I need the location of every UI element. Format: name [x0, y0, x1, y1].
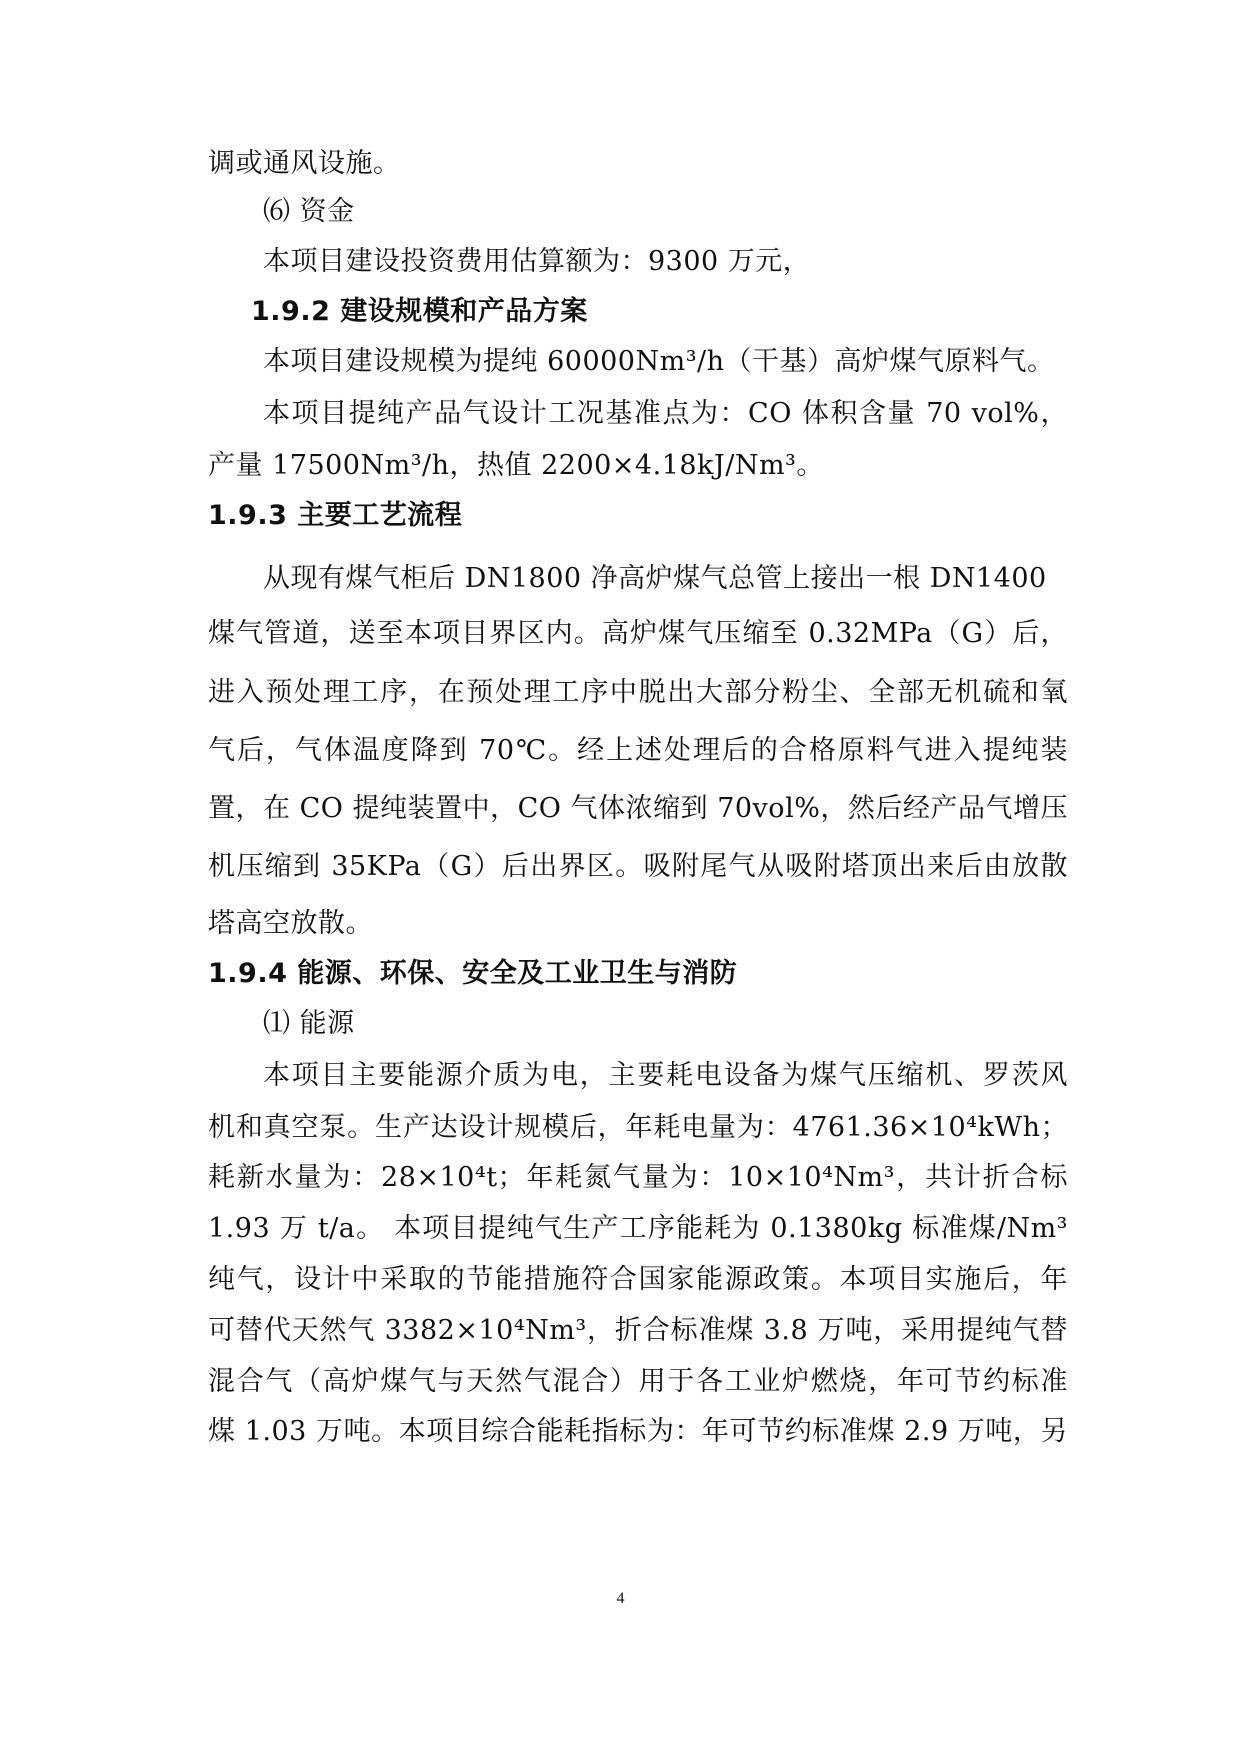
text-line: 进入预处理工序，在预处理工序中脱出大部分粉尘、全部无机硫和氧: [208, 677, 1068, 708]
text-line: 机和真空泵。生产达设计规模后，年耗电量为：4761.36×10⁴kWh；: [208, 1112, 1068, 1143]
list-item-funds: ⑹ 资金: [263, 196, 355, 227]
text-line: 产量 17500Nm³/h，热值 2200×4.18kJ/Nm³。: [208, 450, 824, 481]
text-line: 本项目建设投资费用估算额为：9300 万元，: [263, 246, 811, 277]
text-line: 置，在 CO 提纯装置中，CO 气体浓缩到 70vol%，然后经产品气增压: [208, 793, 1068, 824]
text-line: 煤气管道，送至本项目界区内。高炉煤气压缩至 0.32MPa（G）后，: [208, 618, 1068, 649]
text-line: 机压缩到 35KPa（G）后出界区。吸附尾气从吸附塔顶出来后由放散: [208, 851, 1068, 882]
text-line: 本项目主要能源介质为电，主要耗电设备为煤气压缩机、罗茨风: [263, 1060, 1068, 1091]
text-line: 纯气，设计中采取的节能措施符合国家能源政策。本项目实施后，年: [208, 1264, 1068, 1295]
text-line: 混合气（高炉煤气与天然气混合）用于各工业炉燃烧，年可节约标准: [208, 1366, 1068, 1397]
text-line: 气后，气体温度降到 70℃。经上述处理后的合格原料气进入提纯装: [208, 735, 1068, 766]
text-line: 1.93 万 t/a。 本项目提纯气生产工序能耗为 0.1380kg 标准煤/Nm³: [208, 1213, 1068, 1244]
section-heading-1-9-3: 1.9.3 主要工艺流程: [208, 500, 463, 531]
text-line: 塔高空放散。: [208, 908, 373, 939]
text-line: 本项目提纯产品气设计工况基准点为：CO 体积含量 70 vol%，: [263, 398, 1068, 429]
section-heading-1-9-4: 1.9.4 能源、环保、安全及工业卫生与消防: [208, 958, 738, 989]
text-line: 可替代天然气 3382×10⁴Nm³，折合标准煤 3.8 万吨，采用提纯气替: [208, 1315, 1068, 1346]
text-line: 从现有煤气柜后 DN1800 净高炉煤气总管上接出一根 DN1400: [263, 563, 1047, 594]
list-item-energy: ⑴ 能源: [263, 1008, 355, 1039]
text-line: 调或通风设施。: [208, 148, 401, 179]
section-heading-1-9-2: 1.9.2 建设规模和产品方案: [251, 296, 588, 327]
text-line: 煤 1.03 万吨。本项目综合能耗指标为：年可节约标准煤 2.9 万吨，另: [208, 1416, 1068, 1447]
text-line: 耗新水量为：28×10⁴t；年耗氮气量为：10×10⁴Nm³，共计折合标: [208, 1162, 1068, 1193]
text-line: 本项目建设规模为提纯 60000Nm³/h（干基）高炉煤气原料气。: [263, 346, 1055, 377]
page-number: 4: [616, 1590, 625, 1607]
